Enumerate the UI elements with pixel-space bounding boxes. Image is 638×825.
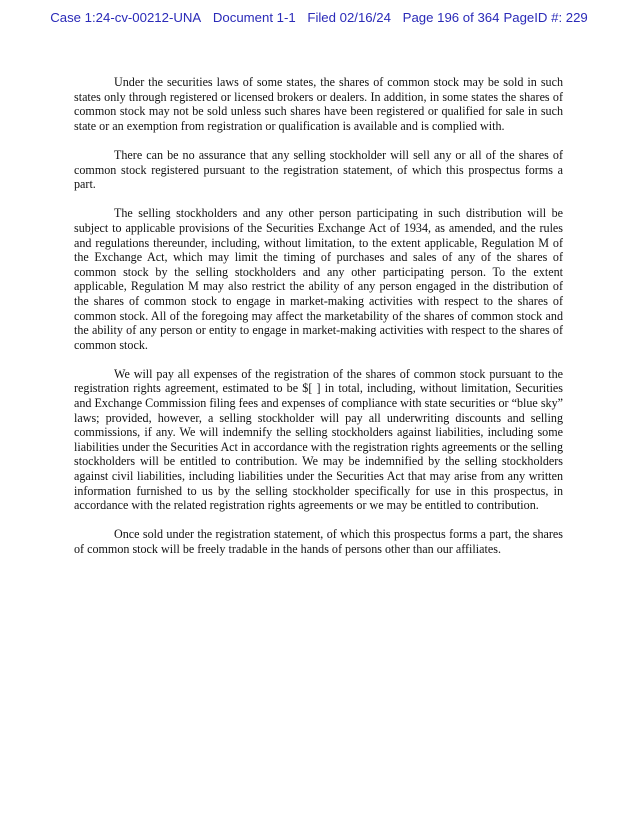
document-number: Document 1-1	[212, 10, 296, 25]
paragraph-no-assurance: There can be no assurance that any selling stockholder will sell any or all of the shares of common stock registered pursuant to the registration statement, of which this prospectus forms a part.	[74, 147, 563, 192]
paragraph-freely-tradable: Once sold under the registration statement, of which this prospectus forms a part, the shares of common stock will be freely tradable in the hands of persons other than our affiliates.	[74, 527, 563, 556]
page-id: PageID #: 229	[503, 10, 588, 25]
paragraph-state-securities-laws: Under the securities laws of some states, the shares of common stock may be sold in such states only through registered or licensed brokers or dealers. In addition, in some states the shares of common stock may not be sold unless such shares have been registered or qualified for sale in such state or an exemption from registration or qualification is available and is complied with.	[74, 75, 563, 133]
paragraph-expenses-indemnification: We will pay all expenses of the registration of the shares of common stock pursuant to the registration rights agreement, estimated to be $[ ] in total, including, without limitation, Securities and Exchange Commission filing fees and expenses of compliance with state securities or “blue sky” laws; provided, however, a selling stockholder will pay all underwriting discounts and selling commissions, if any. We will indemnify the selling stockholders against liabilities, including some liabilities under the Securities Act in accordance with the registration rights agreements or the selling stockholders will be entitled to contribution. We may be indemnified by the selling stockholders against civil liabilities, including liabilities under the Securities Act that may arise from any written information furnished to us by the selling stockholder specifically for use in this prospectus, in accordance with the related registration rights agreements or we may be entitled to contribution.	[74, 366, 563, 513]
case-number: Case 1:24-cv-00212-UNA	[50, 10, 202, 25]
document-body	[74, 75, 563, 571]
court-filing-header	[0, 10, 638, 25]
page-count: Page 196 of 364	[402, 10, 500, 25]
paragraph-regulation-m: The selling stockholders and any other person participating in such distribution will be subject to applicable provisions of the Securities Exchange Act of 1934, as amended, and the rules and regulations thereunder, including, without limitation, to the extent applicable, Regulation M of the Exchange Act, which may limit the timing of purchases and sales of any of the shares of common stock by the selling stockholders and any other participating person. To the extent applicable, Regulation M may also restrict the ability of any person engaged in the distribution of the shares of common stock to engage in market-making activities with respect to the shares of common stock. All of the foregoing may affect the marketability of the shares of common stock and the ability of any person or entity to engage in market-making activities with respect to the shares of common stock.	[74, 206, 563, 352]
filed-date: Filed 02/16/24	[307, 10, 391, 25]
